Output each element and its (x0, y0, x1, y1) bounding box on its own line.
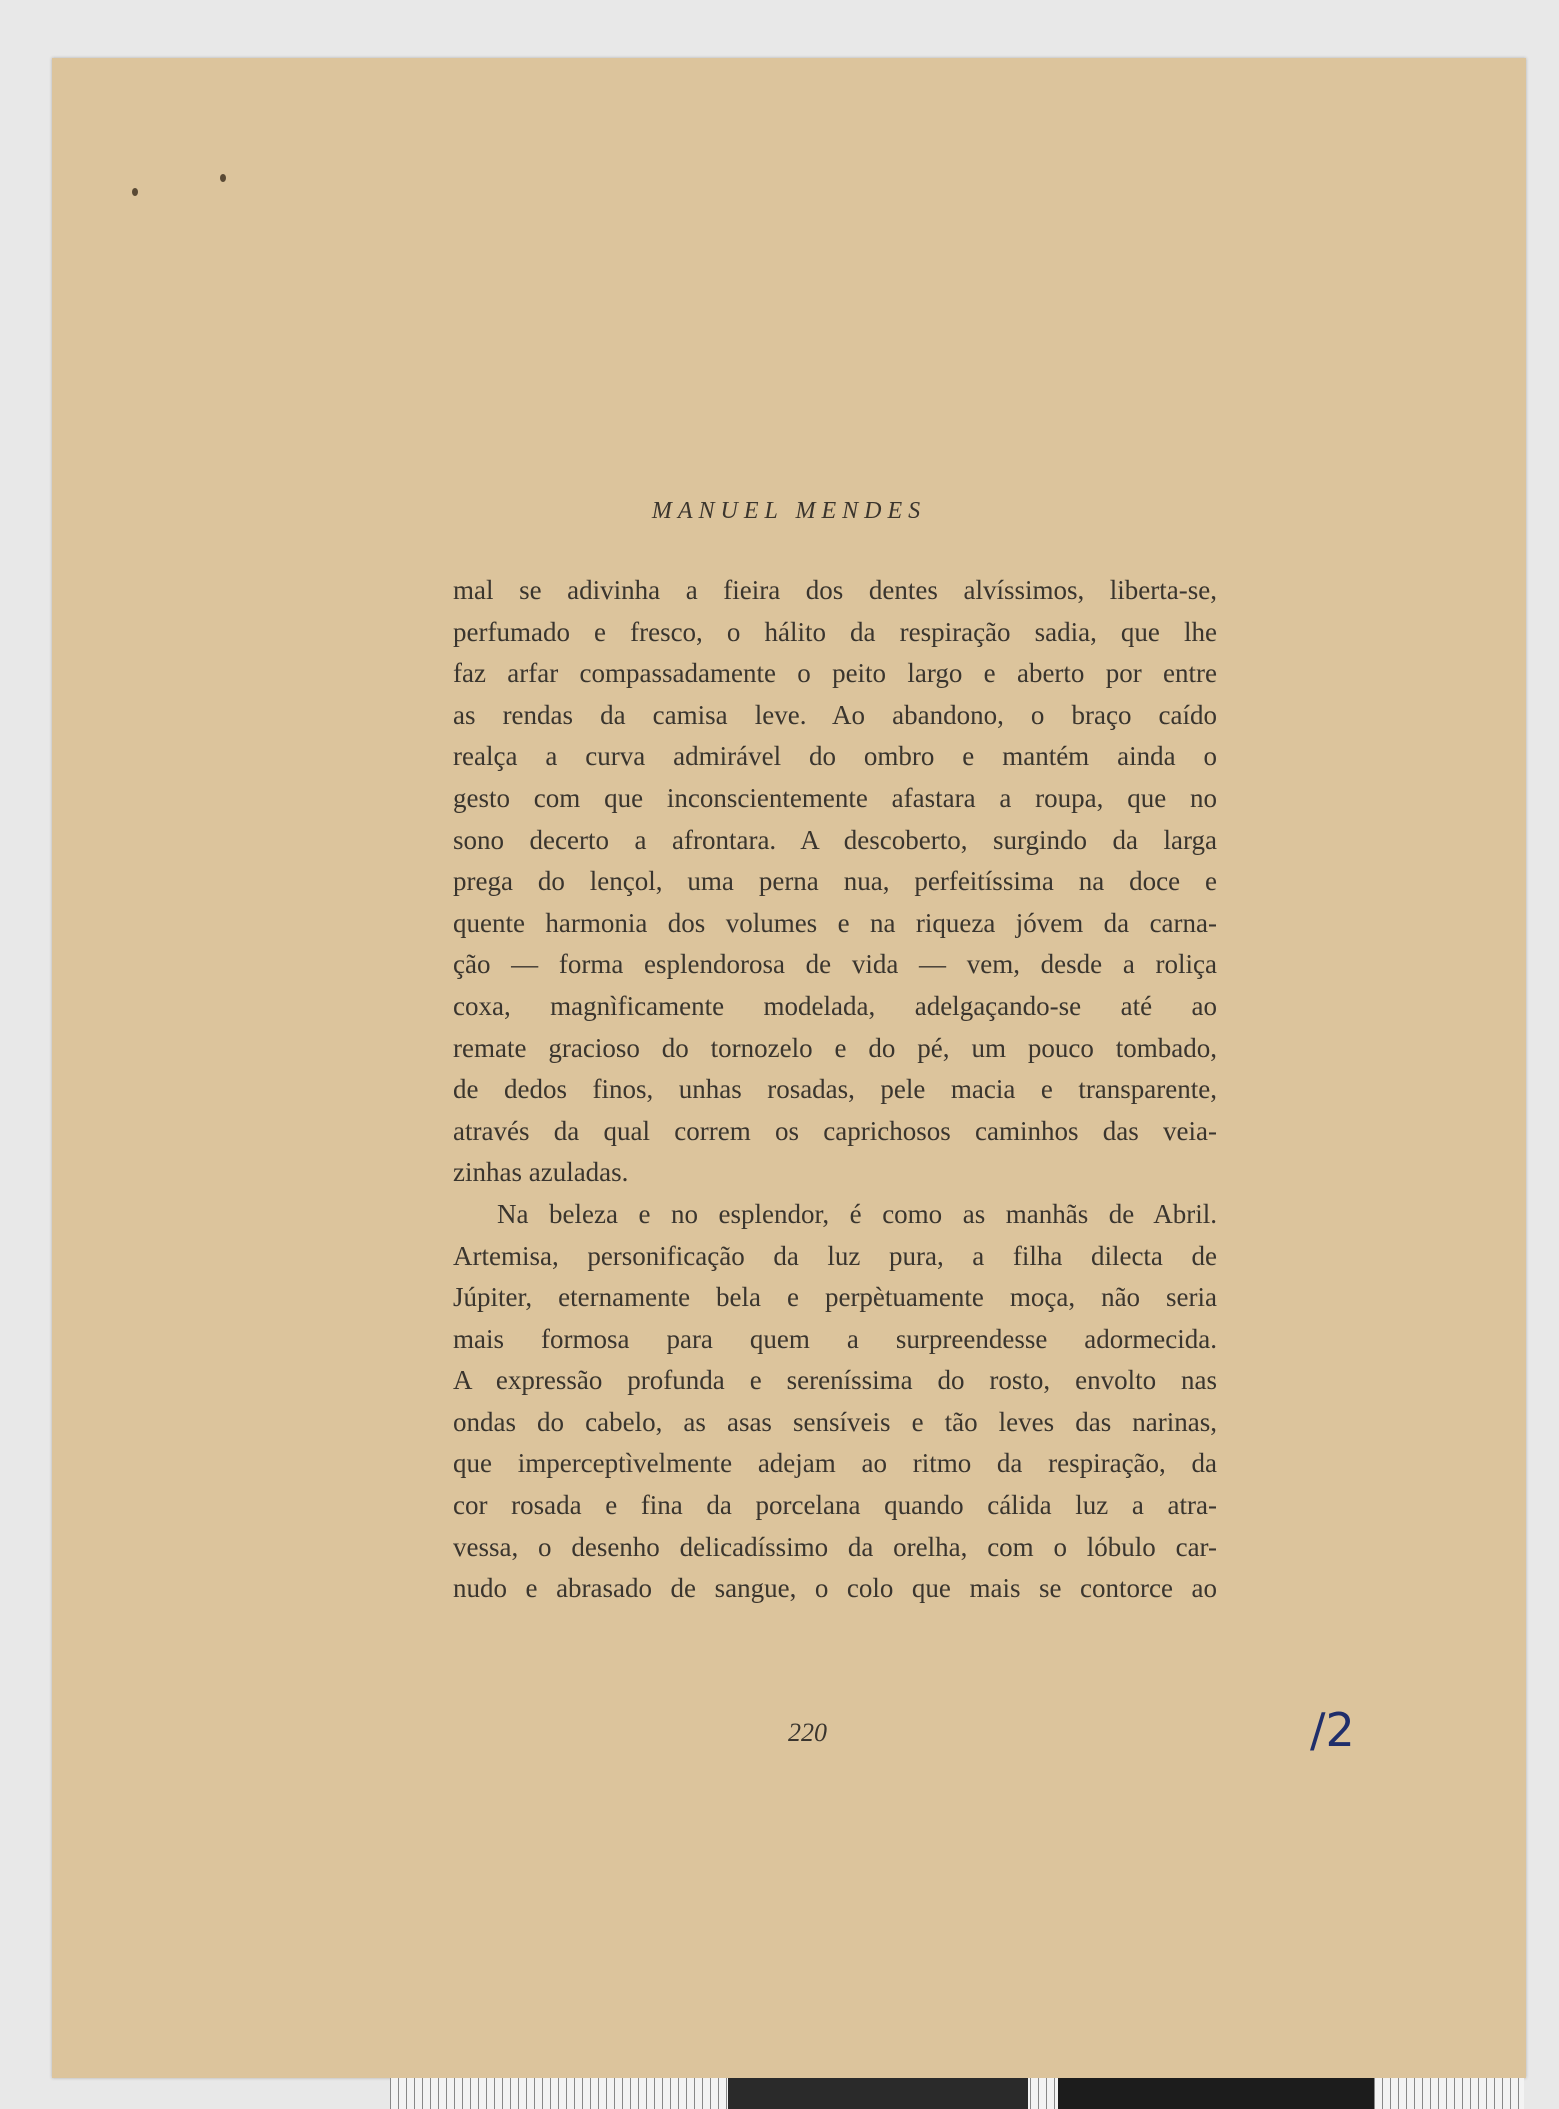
text-line: ondas do cabelo, as asas sensíveis e tão leves das narinas, (453, 1406, 1217, 1437)
text-line: coxa, magnìficamente modelada, adelgaçando-se até ao (453, 990, 1217, 1021)
text-line: perfumado e fresco, o hálito da respiração sadia, que lhe (453, 616, 1217, 647)
text-line: remate gracioso do tornozelo e do pé, um pouco tombado, (453, 1032, 1217, 1063)
page-number: 220 (788, 1718, 827, 1747)
text-line: zinhas azuladas. (453, 1157, 629, 1188)
text-line: cor rosada e fina da porcelana quando cálida luz a atra- (453, 1490, 1217, 1521)
text-line: Na beleza e no esplendor, é como as manhãs de Abril. (497, 1198, 1217, 1229)
text-line: Artemisa, personificação da luz pura, a filha dilecta de (453, 1240, 1217, 1271)
measurement-ruler (390, 2078, 1524, 2109)
text-line: gesto com que inconscientemente afastara a roupa, que no (453, 782, 1217, 813)
paragraph-1 (453, 570, 1217, 1194)
text-line: prega do lençol, uma perna nua, perfeitíssima na doce e (453, 866, 1217, 897)
text-line: vessa, o desenho delicadíssimo da orelha, com o lóbulo car- (453, 1531, 1217, 1562)
running-header: MANUEL MENDES (651, 498, 927, 524)
paper-page (52, 58, 1526, 2078)
text-line: ção — forma esplendorosa de vida — vem, desde a roliça (453, 949, 1217, 980)
text-line: mal se adivinha a fieira dos dentes alvíssimos, liberta-se, (453, 575, 1217, 605)
text-line: Júpiter, eternamente bela e perpètuamente moça, não seria (453, 1282, 1217, 1313)
text-line: A expressão profunda e sereníssima do rosto, envolto nas (453, 1365, 1217, 1396)
body-text (453, 570, 1217, 1610)
ruler-dark-segment (1058, 2078, 1374, 2109)
ink-spot (220, 174, 226, 182)
ink-spot (132, 188, 138, 196)
text-line: de dedos finos, unhas rosadas, pele macia e transparente, (453, 1074, 1217, 1105)
text-line: que imperceptìvelmente adejam ao ritmo da respiração, da (453, 1448, 1217, 1479)
text-line: faz arfar compassadamente o peito largo e aberto por entre (453, 658, 1217, 689)
text-line: mais formosa para quem a surpreendesse adormecida. (453, 1323, 1217, 1354)
text-line: as rendas da camisa leve. Ao abandono, o braço caído (453, 699, 1217, 730)
text-line: nudo e abrasado de sangue, o colo que mais se contorce ao (453, 1573, 1217, 1604)
handwritten-folio-number: /2 (1310, 1703, 1355, 1757)
text-line: quente harmonia dos volumes e na riqueza jóvem da carna- (453, 907, 1217, 938)
paragraph-2 (453, 1194, 1217, 1610)
ruler-dark-segment (728, 2078, 1028, 2109)
text-line: sono decerto a afrontara. A descoberto, surgindo da larga (453, 824, 1217, 855)
text-line: através da qual correm os caprichosos caminhos das veia- (453, 1115, 1217, 1146)
text-line: realça a curva admirável do ombro e mantém ainda o (453, 741, 1217, 772)
